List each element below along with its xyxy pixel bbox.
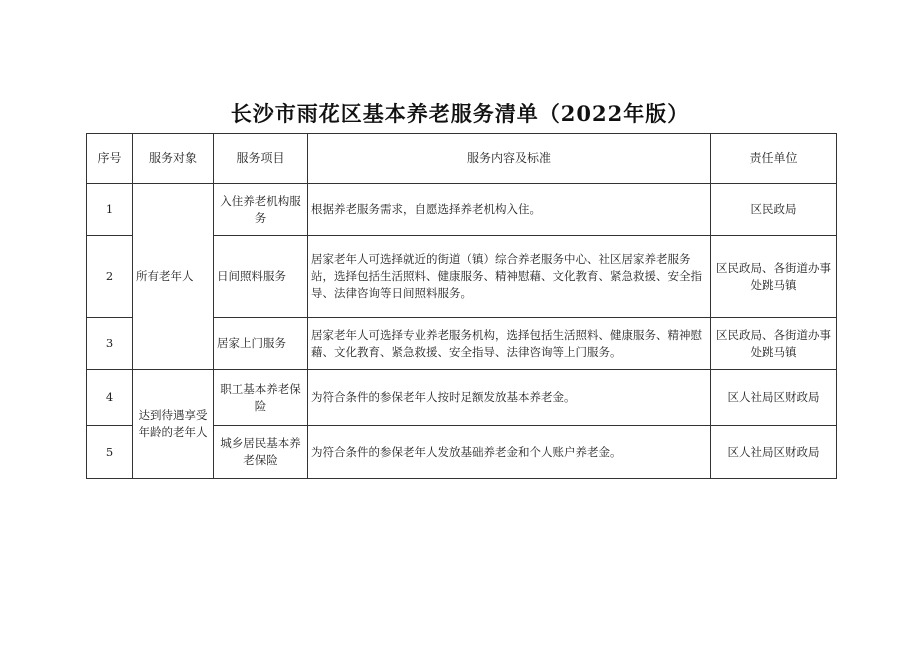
header-target: 服务对象 — [133, 134, 214, 184]
responsible-unit: 区民政局 — [711, 184, 837, 236]
row-no: 5 — [87, 426, 133, 479]
service-content: 居家老年人可选择就近的街道（镇）综合养老服务中心、社区居家养老服务站，选择包括生活照料、健康服务、精神慰藉、文化教育、紧急救援、安全指导、法律咨询等日间照料服务。 — [308, 236, 711, 318]
service-content: 为符合条件的参保老年人按时足额发放基本养老金。 — [308, 370, 711, 426]
table-row — [87, 184, 837, 236]
service-content: 为符合条件的参保老年人发放基础养老金和个人账户养老金。 — [308, 426, 711, 479]
header-item: 服务项目 — [214, 134, 308, 184]
row-no: 1 — [87, 184, 133, 236]
responsible-unit: 区民政局、各街道办事处跳马镇 — [711, 318, 837, 370]
header-content: 服务内容及标准 — [308, 134, 711, 184]
target-group: 达到待遇享受年龄的老年人 — [133, 370, 214, 479]
row-no: 2 — [87, 236, 133, 318]
service-item: 城乡居民基本养老保险 — [214, 426, 308, 479]
row-no: 4 — [87, 370, 133, 426]
table-header-row — [87, 134, 837, 184]
service-content: 居家老年人可选择专业养老服务机构，选择包括生活照料、健康服务、精神慰藉、文化教育、紧急救援、安全指导、法律咨询等上门服务。 — [308, 318, 711, 370]
header-unit: 责任单位 — [711, 134, 837, 184]
service-content: 根据养老服务需求，自愿选择养老机构入住。 — [308, 184, 711, 236]
responsible-unit: 区人社局区财政局 — [711, 370, 837, 426]
table-row — [87, 370, 837, 426]
target-group: 所有老年人 — [133, 184, 214, 370]
responsible-unit: 区人社局区财政局 — [711, 426, 837, 479]
responsible-unit: 区民政局、各街道办事处跳马镇 — [711, 236, 837, 318]
row-no: 3 — [87, 318, 133, 370]
service-item: 居家上门服务 — [214, 318, 308, 370]
service-item: 日间照料服务 — [214, 236, 308, 318]
service-item: 入住养老机构服务 — [214, 184, 308, 236]
document-title: 长沙市雨花区基本养老服务清单（2022年版） — [230, 101, 690, 126]
header-no: 序号 — [87, 134, 133, 184]
service-list-table — [86, 133, 837, 479]
service-item: 职工基本养老保险 — [214, 370, 308, 426]
